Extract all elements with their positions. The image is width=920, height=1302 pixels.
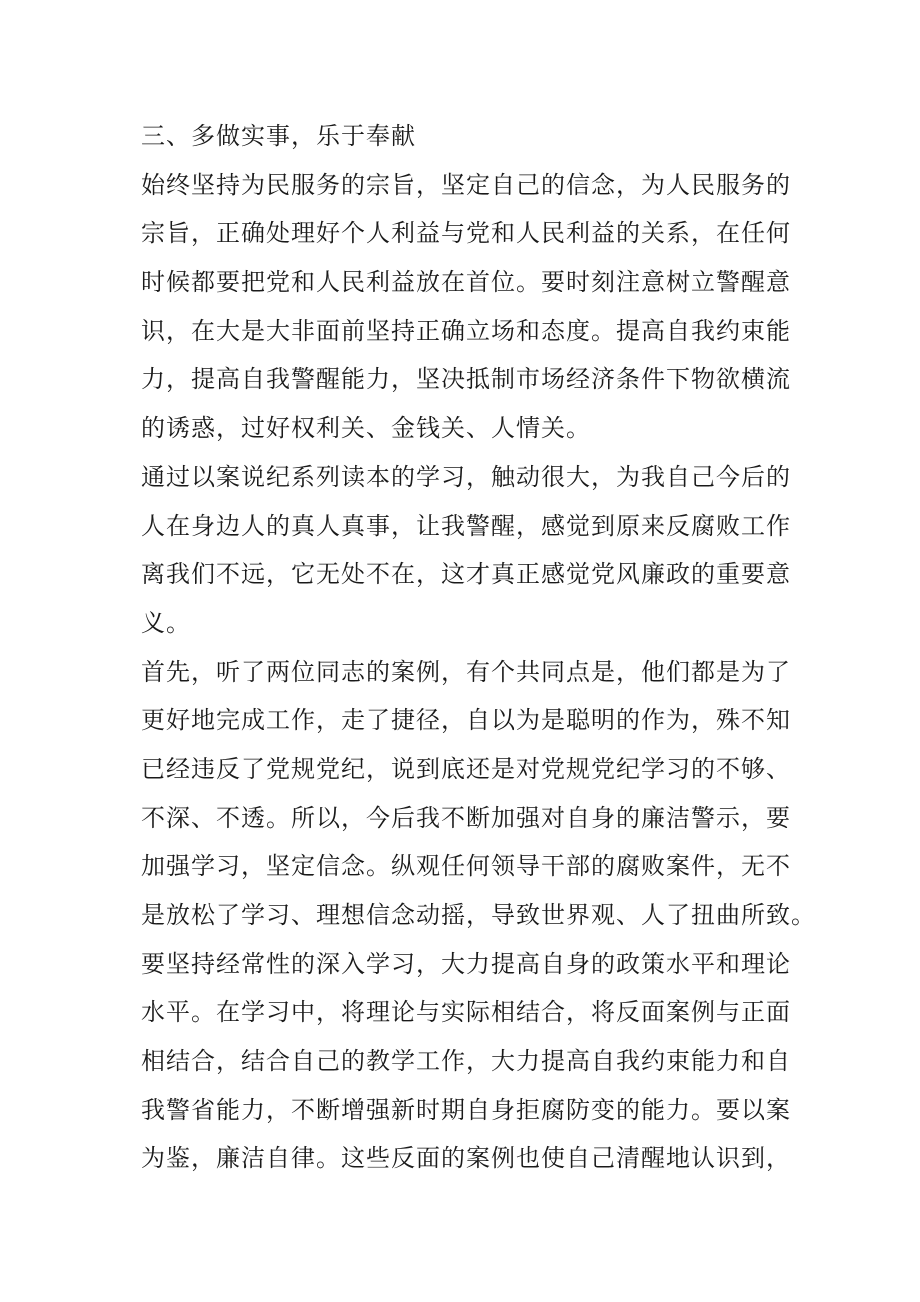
text-line: 识，在大是大非面前坚持正确立场和态度。提高自我约束能	[141, 316, 791, 345]
text-line: 宗旨，正确处理好个人利益与党和人民利益的关系，在任何	[141, 219, 791, 248]
text-line: 首先，听了两位同志的案例，有个共同点是，他们都是为了	[141, 657, 791, 686]
text-line: 时候都要把党和人民利益放在首位。要时刻注意树立警醒意	[141, 268, 791, 297]
text-line: 已经违反了党规党纪，说到底还是对党规党纪学习的不够、	[141, 754, 791, 783]
text-line: 的诱惑，过好权利关、金钱关、人情关。	[141, 414, 591, 443]
document-body	[141, 112, 816, 1183]
text-line: 要坚持经常性的深入学习，大力提高自身的政策水平和理论	[141, 949, 791, 978]
text-line: 始终坚持为民服务的宗旨，坚定自己的信念，为人民服务的	[141, 170, 791, 199]
text-line: 我警省能力，不断增强新时期自身拒腐防变的能力。要以案	[141, 1095, 791, 1124]
text-line: 相结合，结合自己的教学工作，大力提高自我约束能力和自	[141, 1047, 791, 1076]
text-line: 离我们不远，它无处不在，这才真正感觉党风廉政的重要意	[141, 560, 791, 589]
text-line: 不深、不透。所以，今后我不断加强对自身的廉洁警示，要	[141, 803, 791, 832]
text-line: 是放松了学习、理想信念动摇，导致世界观、人了扭曲所致。	[141, 901, 816, 929]
text-line: 更好地完成工作，走了捷径，自以为是聪明的作为，殊不知	[141, 706, 791, 735]
text-line: 通过以案说纪系列读本的学习，触动很大，为我自己今后的	[141, 462, 791, 491]
text-line: 力，提高自我警醒能力，坚决抵制市场经济条件下物欲横流	[141, 365, 791, 394]
text-line: 水平。在学习中，将理论与实际相结合，将反面案例与正面	[141, 998, 791, 1027]
text-line: 为鉴，廉洁自律。这些反面的案例也使自己清醒地认识到，	[141, 1144, 791, 1173]
section-heading: 三、多做实事，乐于奉献	[141, 122, 416, 150]
text-line: 加强学习，坚定信念。纵观任何领导干部的腐败案件，无不	[141, 852, 791, 881]
text-line: 义。	[141, 608, 191, 637]
text-line: 人在身边人的真人真事，让我警醒，感觉到原来反腐败工作	[141, 511, 791, 540]
